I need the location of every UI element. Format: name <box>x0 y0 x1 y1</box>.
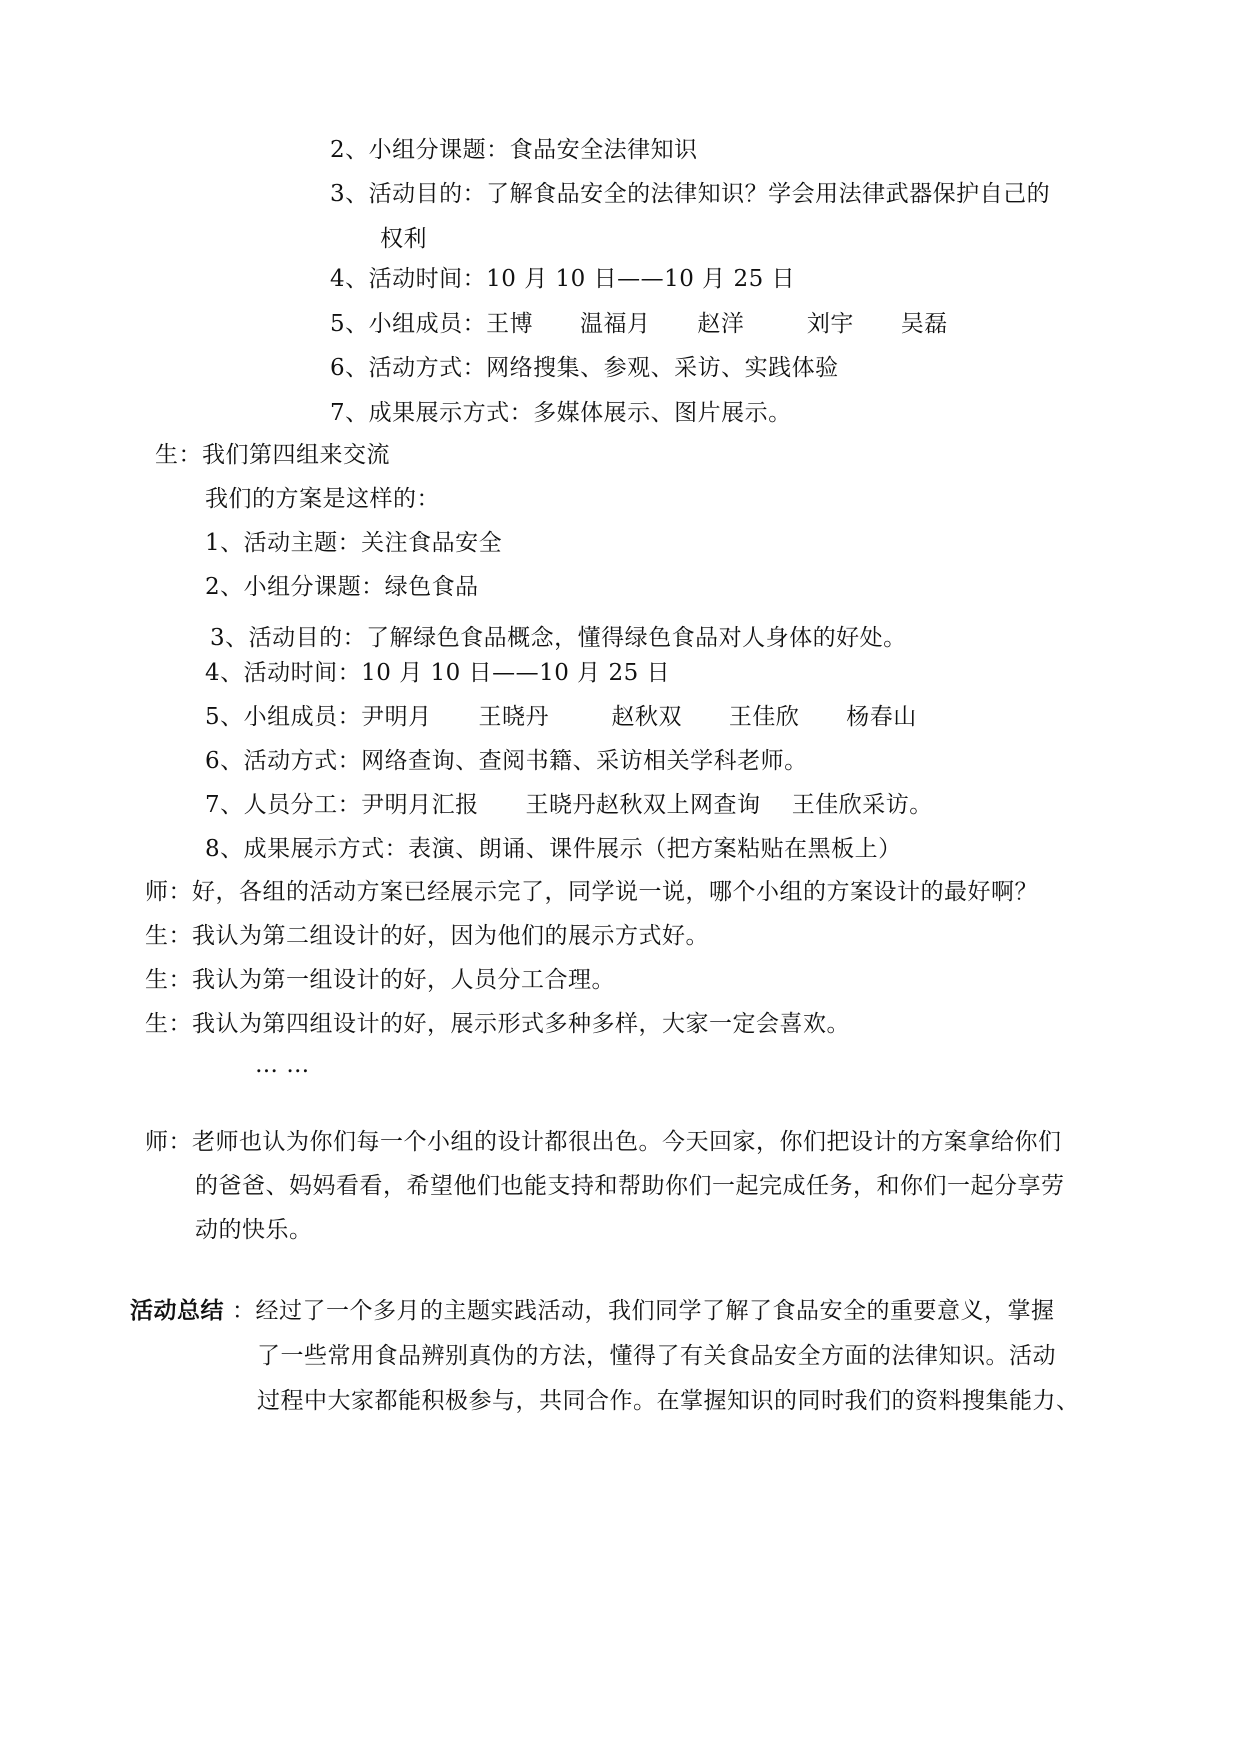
group4-item-4: 4、活动时间：10 月 10 日——10 月 25 日 <box>205 660 671 686</box>
summary-line-2: 了一些常用食品辨别真伪的方法，懂得了有关食品安全方面的法律知识。活动 <box>257 1343 1056 1369</box>
plan-item-7: 7、成果展示方式：多媒体展示、图片展示。 <box>330 400 792 426</box>
plan-item-5: 5、小组成员：王博 温福月 赵洋 刘宇 吴磊 <box>330 311 948 337</box>
group4-item-1: 1、活动主题：关注食品安全 <box>205 530 503 556</box>
dialogue-student-3: 生：我认为第四组设计的好，展示形式多种多样，大家一定会喜欢。 <box>145 1011 850 1037</box>
teacher-closing-line-2: 的爸爸、妈妈看看，希望他们也能支持和帮助你们一起完成任务，和你们一起分享劳 <box>195 1173 1065 1199</box>
group4-item-8: 8、成果展示方式：表演、朗诵、课件展示（把方案粘贴在黑板上） <box>205 836 902 862</box>
summary-line-3: 过程中大家都能积极参与，共同合作。在掌握知识的同时我们的资料搜集能力、 <box>257 1388 1080 1414</box>
group4-item-7: 7、人员分工：尹明月汇报 王晓丹赵秋双上网查询 王佳欣采访。 <box>205 792 933 818</box>
plan-item-3-continued: 权利 <box>380 226 427 252</box>
group4-intro: 我们的方案是这样的： <box>205 486 440 512</box>
summary-line-1: ：经过了一个多月的主题实践活动，我们同学了解了食品安全的重要意义，掌握 <box>232 1298 1055 1324</box>
group4-speaker-line: 生：我们第四组来交流 <box>155 442 390 468</box>
teacher-closing-line-3: 动的快乐。 <box>195 1217 313 1243</box>
group4-item-5: 5、小组成员：尹明月 王晓丹 赵秋双 王佳欣 杨春山 <box>205 704 917 730</box>
dialogue-teacher-question: 师：好，各组的活动方案已经展示完了，同学说一说，哪个小组的方案设计的最好啊？ <box>145 879 1038 905</box>
dialogue-student-2: 生：我认为第一组设计的好，人员分工合理。 <box>145 967 615 993</box>
dialogue-student-1: 生：我认为第二组设计的好，因为他们的展示方式好。 <box>145 923 709 949</box>
group4-item-6: 6、活动方式：网络查询、查阅书籍、采访相关学科老师。 <box>205 748 808 774</box>
teacher-closing-line-1: 师：老师也认为你们每一个小组的设计都很出色。今天回家，你们把设计的方案拿给你们 <box>145 1129 1062 1155</box>
plan-item-6: 6、活动方式：网络搜集、参观、采访、实践体验 <box>330 355 839 381</box>
group4-item-2: 2、小组分课题：绿色食品 <box>205 574 479 600</box>
group4-item-3: 3、活动目的：了解绿色食品概念，懂得绿色食品对人身体的好处。 <box>210 625 907 651</box>
summary-heading: 活动总结 <box>130 1297 224 1324</box>
plan-item-2: 2、小组分课题：食品安全法律知识 <box>330 137 698 163</box>
plan-item-4: 4、活动时间：10 月 10 日——10 月 25 日 <box>330 266 796 292</box>
plan-item-3: 3、活动目的：了解食品安全的法律知识？学会用法律武器保护自己的 <box>330 181 1051 207</box>
ellipsis: … … <box>255 1052 310 1078</box>
